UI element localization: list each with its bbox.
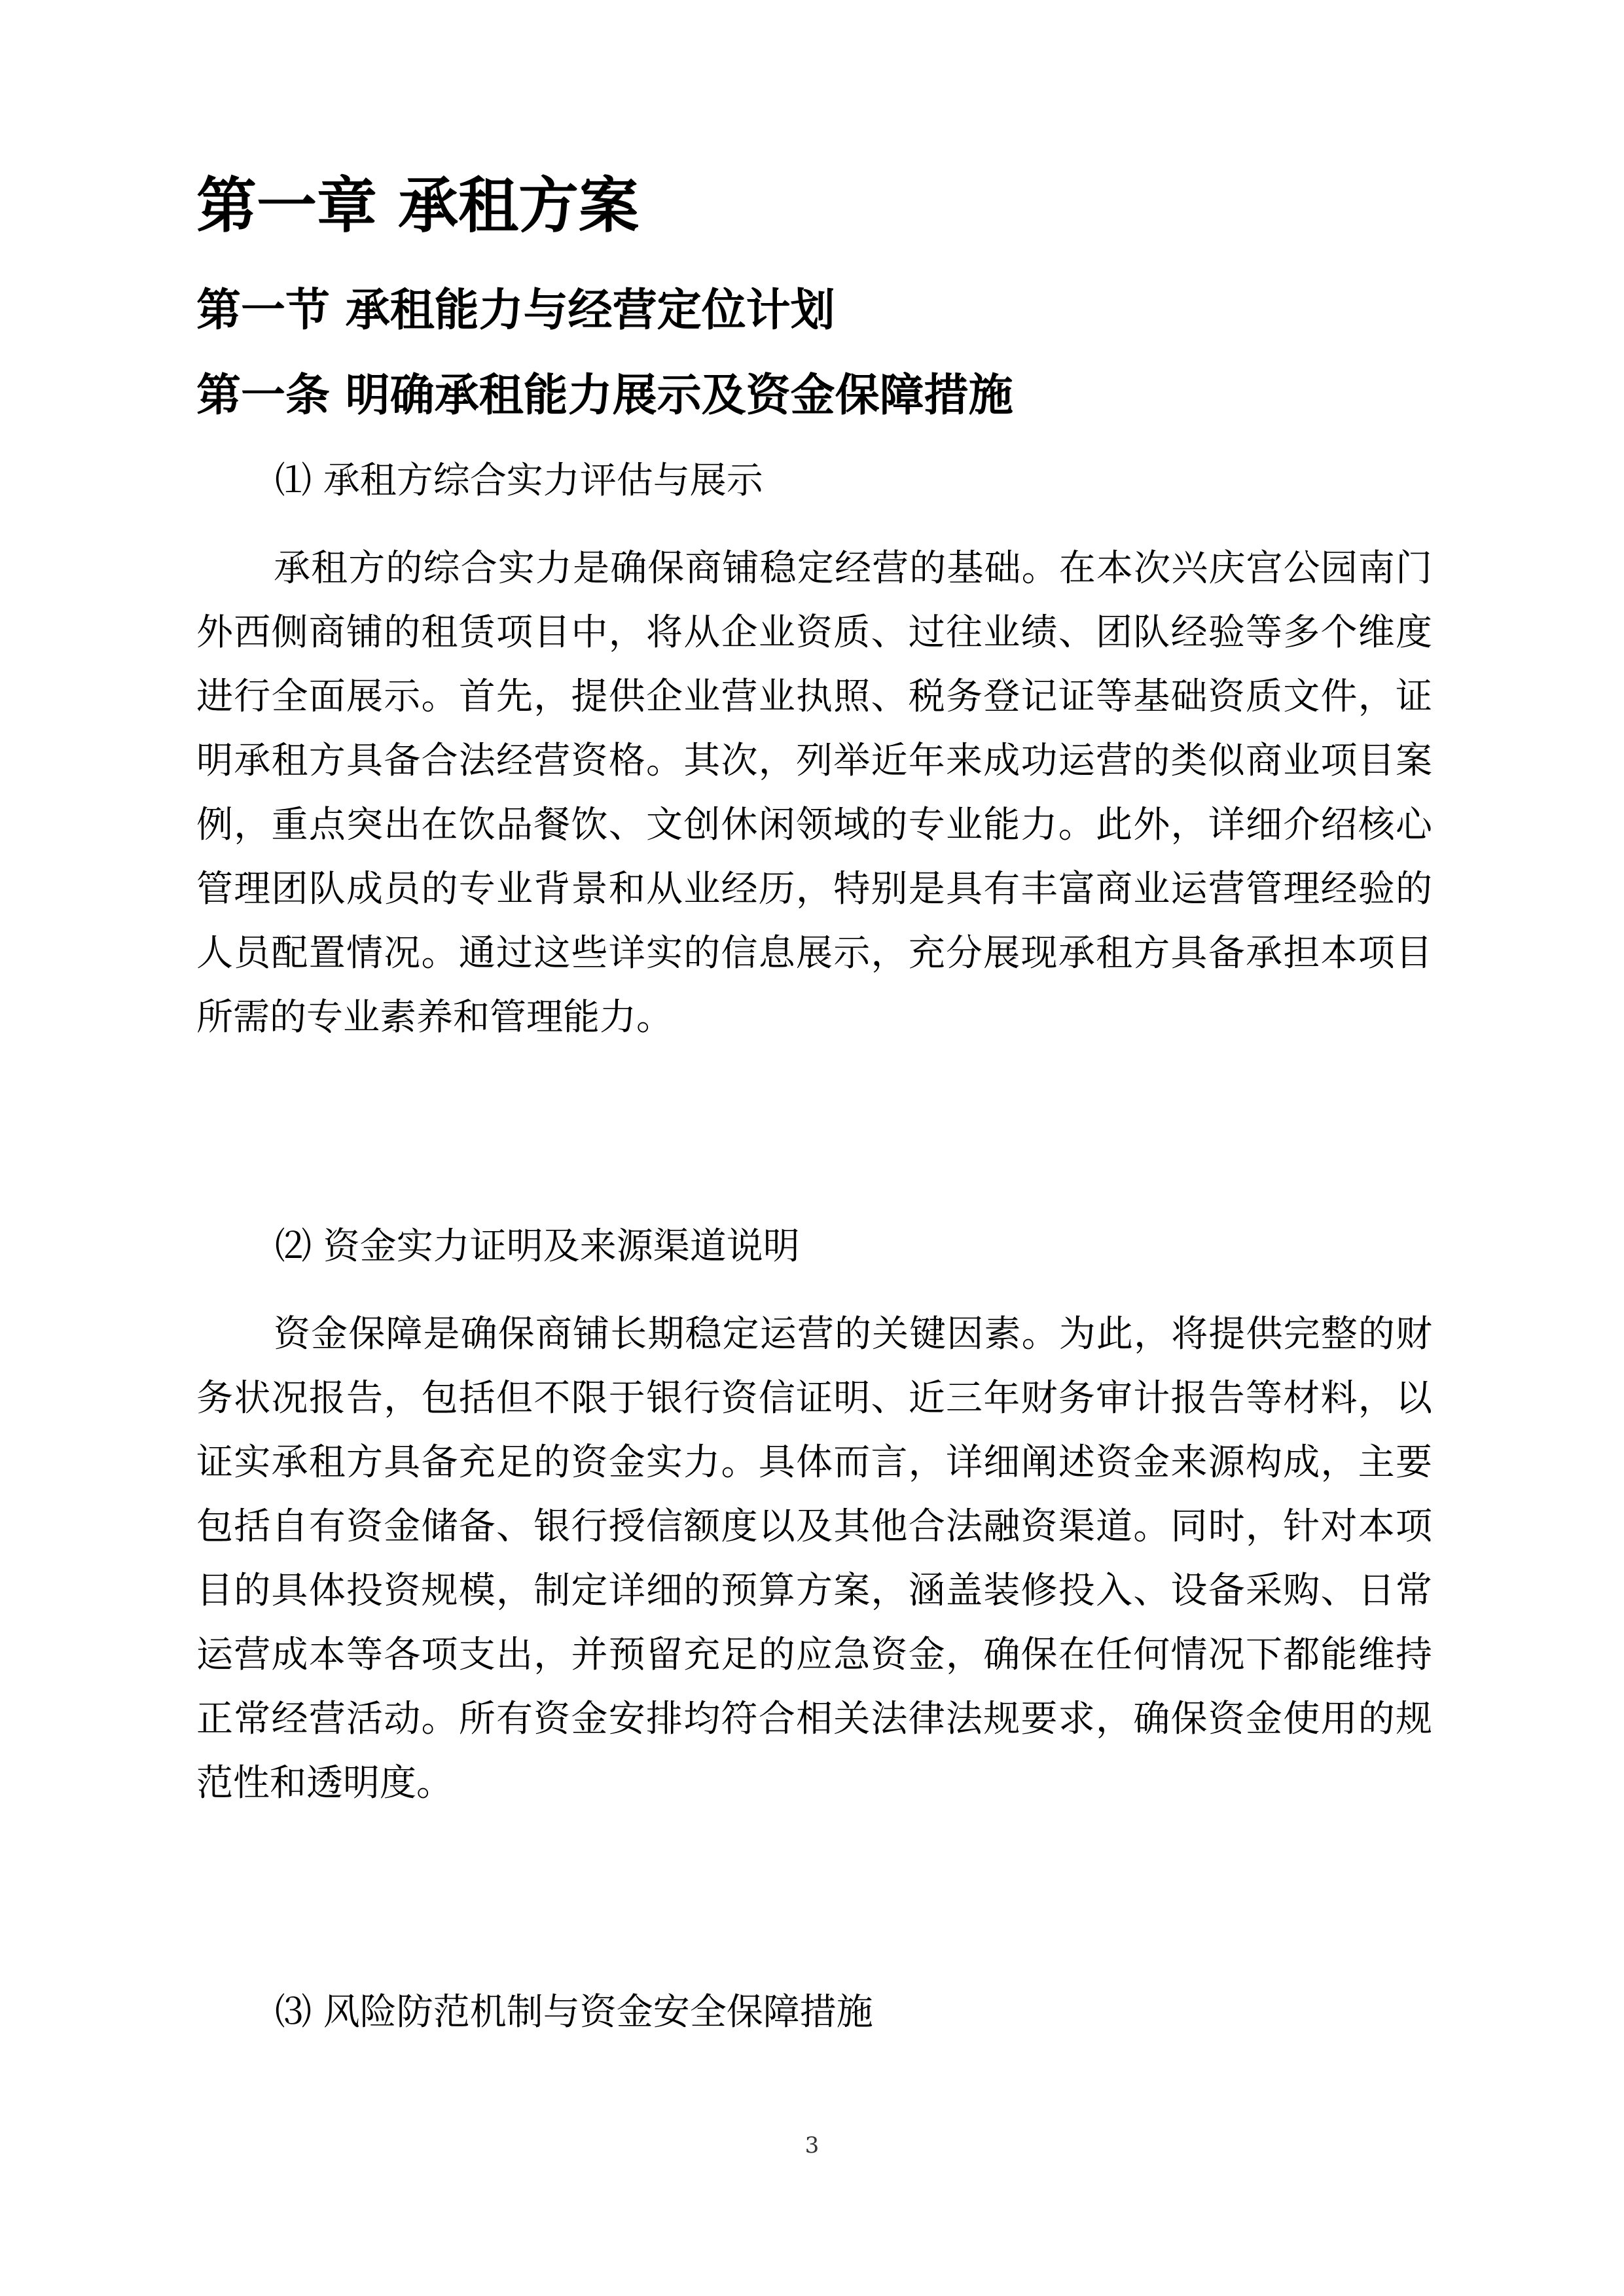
subheading-2: ⑵ 资金实力证明及来源渠道说明 [275, 1225, 800, 1268]
body-paragraph-2: 资金保障是确保商铺长期稳定运营的关键因素。为此，将提供完整的财务状况报告，包括但不限于银行资信证明、近三年财务审计报告等材料，以证实承租方具备充足的资金实力。具体而言，详细阐述资金来源构成，主要包括自有资金储备、银行授信额度以及其他合法融资渠道。同时，针对本项目的具体投资规模，制定详细的预算方案，涵盖装修投入、设备采购、日常运营成本等各项支出，并预留充足的应急资金，确保在任何情况下都能维持正常经营活动。所有资金安排均符合相关法律法规要求，确保资金使用的规范性和透明度。 [196, 1313, 1432, 1804]
section-title: 第一节 承租能力与经营定位计划 [196, 285, 835, 336]
article-title: 第一条 明确承租能力展示及资金保障措施 [196, 370, 1013, 422]
body-paragraph-1: 承租方的综合实力是确保商铺稳定经营的基础。在本次兴庆宫公园南门外西侧商铺的租赁项目中，将从企业资质、过往业绩、团队经验等多个维度进行全面展示。首先，提供企业营业执照、税务登记证等基础资质文件，证明承租方具备合法经营资格。其次，列举近年来成功运营的类似商业项目案例，重点突出在饮品餐饮、文创休闲领域的专业能力。此外，详细介绍核心管理团队成员的专业背景和从业经历，特别是具有丰富商业运营管理经验的人员配置情况。通过这些详实的信息展示，充分展现承租方具备承担本项目所需的专业素养和管理能力。 [196, 547, 1432, 1039]
page-number: 3 [804, 2132, 820, 2159]
subheading-3: ⑶ 风险防范机制与资金安全保障措施 [275, 1991, 873, 2034]
chapter-title: 第一章 承租方案 [196, 171, 640, 241]
subheading-1: ⑴ 承租方综合实力评估与展示 [275, 459, 763, 502]
